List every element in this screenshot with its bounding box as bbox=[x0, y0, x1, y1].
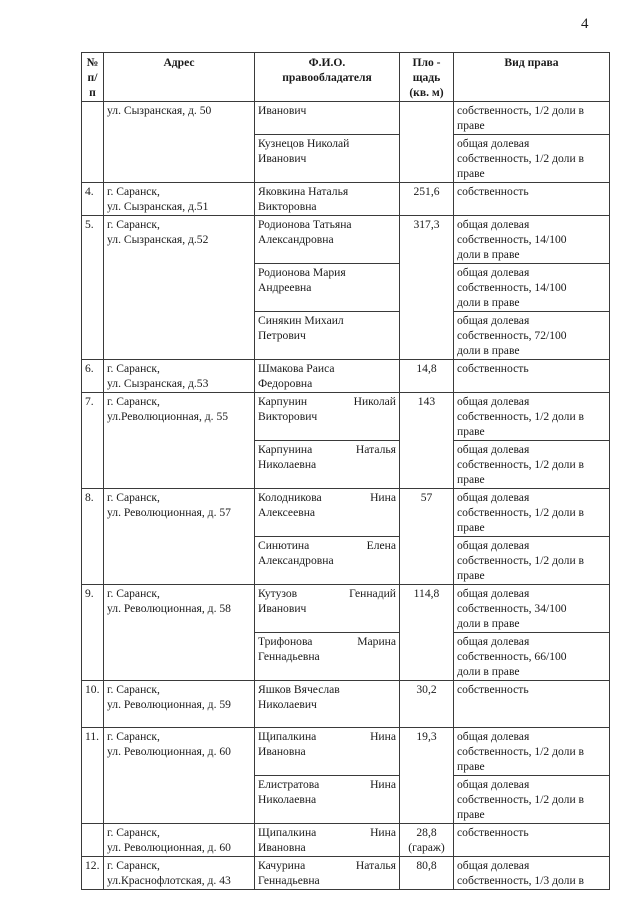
owner-cell bbox=[255, 489, 400, 537]
table-row bbox=[82, 360, 610, 393]
row-number: 8. bbox=[82, 489, 104, 585]
row-number: 7. bbox=[82, 393, 104, 489]
text-line: Иванович bbox=[258, 152, 307, 165]
area-cell: 14,8 bbox=[400, 360, 454, 393]
text-line bbox=[258, 858, 396, 873]
text-line bbox=[258, 409, 396, 424]
text-line: г. Саранск, bbox=[107, 185, 160, 198]
text-line: г. Саранск, bbox=[107, 683, 160, 696]
text-line: (гараж) bbox=[408, 841, 445, 854]
address-cell bbox=[104, 585, 255, 681]
text-line bbox=[258, 634, 396, 649]
text-line: собственность bbox=[457, 683, 529, 696]
owner-cell bbox=[255, 681, 400, 728]
address-cell bbox=[104, 824, 255, 857]
text-word: Елена bbox=[366, 539, 396, 552]
text-word: Алексеевна bbox=[258, 506, 316, 519]
text-line: собственность, 1/2 доли в bbox=[457, 554, 585, 567]
text-line: собственность bbox=[457, 362, 529, 375]
text-line: собственность, 1/2 доли в bbox=[457, 410, 585, 423]
text-word: Трифонова bbox=[258, 635, 313, 648]
text-line: собственность, 1/2 доли в bbox=[457, 104, 585, 117]
text-line: ул. Революционная, д. 60 bbox=[107, 745, 231, 758]
right-cell bbox=[454, 728, 610, 776]
table-row bbox=[82, 728, 610, 776]
text-word: Геннадьевна bbox=[258, 650, 320, 663]
text-line bbox=[258, 586, 396, 601]
owner-cell bbox=[255, 857, 400, 890]
text-word: Викторович bbox=[258, 410, 318, 423]
text-line: Пло - bbox=[412, 56, 441, 69]
text-line: п/ bbox=[87, 71, 98, 84]
text-line: праве bbox=[457, 473, 485, 486]
text-word: Марина bbox=[357, 635, 396, 648]
address-cell bbox=[104, 102, 255, 183]
text-line: общая долевая bbox=[457, 266, 530, 279]
owner-cell bbox=[255, 824, 400, 857]
text-line bbox=[258, 601, 396, 616]
text-word: Ивановна bbox=[258, 745, 306, 758]
text-word: Щипалкина bbox=[258, 730, 317, 743]
text-word: Нина bbox=[370, 491, 396, 504]
right-cell bbox=[454, 216, 610, 264]
text-word: Нина bbox=[370, 826, 396, 839]
text-line bbox=[258, 825, 396, 840]
right-cell bbox=[454, 489, 610, 537]
text-line: общая долевая bbox=[457, 539, 530, 552]
text-line bbox=[258, 457, 396, 472]
text-line: общая долевая bbox=[457, 587, 530, 600]
text-line: собственность, 1/3 доли в bbox=[457, 874, 585, 887]
address-cell bbox=[104, 489, 255, 585]
text-word: Наталья bbox=[355, 443, 396, 456]
table-row bbox=[82, 102, 610, 135]
text-word: Наталья bbox=[355, 859, 396, 872]
header-area bbox=[400, 53, 454, 102]
text-line: собственность, 1/2 доли в bbox=[457, 152, 585, 165]
text-line: праве bbox=[457, 569, 485, 582]
text-word: Николаевна bbox=[258, 458, 317, 471]
text-line: ул. Революционная, д. 60 bbox=[107, 841, 231, 854]
area-cell: 30,2 bbox=[400, 681, 454, 728]
owner-cell bbox=[255, 393, 400, 441]
text-line: собственность, 1/2 доли в bbox=[457, 793, 585, 806]
row-number bbox=[82, 824, 104, 857]
header-address: Адрес bbox=[104, 53, 255, 102]
text-line: собственность, 14/100 bbox=[457, 281, 567, 294]
right-cell bbox=[454, 183, 610, 216]
text-line: общая долевая bbox=[457, 218, 530, 231]
header-right-type: Вид права bbox=[454, 53, 610, 102]
text-line: г. Саранск, bbox=[107, 491, 160, 504]
text-line: № bbox=[86, 56, 99, 69]
text-line: Александровна bbox=[258, 233, 334, 246]
text-word: Геннадий bbox=[349, 587, 396, 600]
text-word: Кутузов bbox=[258, 587, 298, 600]
address-cell bbox=[104, 681, 255, 728]
owner-cell bbox=[255, 441, 400, 489]
text-line: г. Саранск, bbox=[107, 859, 160, 872]
text-word: Николай bbox=[353, 395, 396, 408]
owner-cell bbox=[255, 360, 400, 393]
right-cell bbox=[454, 681, 610, 728]
text-line: праве bbox=[457, 521, 485, 534]
text-line: Синякин Михаил bbox=[258, 314, 344, 327]
text-line: ул. Сызранская, д.51 bbox=[107, 200, 209, 213]
text-line: Кузнецов Николай bbox=[258, 137, 350, 150]
address-cell bbox=[104, 728, 255, 824]
text-line: Яшков Вячеслав bbox=[258, 683, 340, 696]
right-cell bbox=[454, 537, 610, 585]
text-line: ул. Сызранская, д.53 bbox=[107, 377, 209, 390]
text-line: ул. Сызранская, д. 50 bbox=[107, 104, 212, 117]
right-cell bbox=[454, 264, 610, 312]
owner-cell bbox=[255, 585, 400, 633]
text-word: Качурина bbox=[258, 859, 306, 872]
text-line: Андреевна bbox=[258, 281, 312, 294]
text-line: ул.Революционная, д. 55 bbox=[107, 410, 229, 423]
text-word: Карпунин bbox=[258, 395, 308, 408]
text-line: ул. Революционная, д. 59 bbox=[107, 698, 231, 711]
table-row bbox=[82, 393, 610, 441]
row-number: 4. bbox=[82, 183, 104, 216]
owner-cell bbox=[255, 776, 400, 824]
text-line bbox=[258, 649, 396, 664]
text-line: праве bbox=[457, 425, 485, 438]
text-line bbox=[258, 792, 396, 807]
row-number: 11. bbox=[82, 728, 104, 824]
text-word: Геннадьевна bbox=[258, 874, 320, 887]
text-line: собственность, 14/100 bbox=[457, 233, 567, 246]
text-line: общая долевая bbox=[457, 443, 530, 456]
text-word: Синютина bbox=[258, 539, 310, 552]
area-cell bbox=[400, 102, 454, 183]
row-number: 6. bbox=[82, 360, 104, 393]
address-cell bbox=[104, 183, 255, 216]
table-row bbox=[82, 216, 610, 264]
area-cell: 251,6 bbox=[400, 183, 454, 216]
text-line: щадь bbox=[412, 71, 441, 84]
text-line: собственность, 34/100 bbox=[457, 602, 567, 615]
area-cell: 57 bbox=[400, 489, 454, 585]
text-line bbox=[258, 394, 396, 409]
owner-cell bbox=[255, 216, 400, 264]
text-line: ул. Сызранская, д.52 bbox=[107, 233, 209, 246]
address-cell bbox=[104, 393, 255, 489]
text-line: г. Саранск, bbox=[107, 218, 160, 231]
text-line: общая долевая bbox=[457, 778, 530, 791]
row-number: 12. bbox=[82, 857, 104, 890]
text-line: общая долевая bbox=[457, 635, 530, 648]
text-line bbox=[258, 729, 396, 744]
table-row bbox=[82, 857, 610, 890]
text-word: Елистратова bbox=[258, 778, 320, 791]
text-line: собственность bbox=[457, 826, 529, 839]
text-line: г. Саранск, bbox=[107, 730, 160, 743]
text-line: правообладателя bbox=[282, 71, 372, 84]
text-line: Николаевич bbox=[258, 698, 317, 711]
row-number: 9. bbox=[82, 585, 104, 681]
text-line: собственность, 66/100 bbox=[457, 650, 567, 663]
text-line: 28,8 bbox=[416, 826, 437, 839]
text-line: общая долевая bbox=[457, 137, 530, 150]
owner-cell bbox=[255, 633, 400, 681]
right-cell bbox=[454, 857, 610, 890]
text-line: ул. Революционная, д. 58 bbox=[107, 602, 231, 615]
owner-cell bbox=[255, 102, 400, 135]
text-line: (кв. м) bbox=[409, 86, 444, 99]
text-word: Ивановна bbox=[258, 841, 306, 854]
text-word: Колодникова bbox=[258, 491, 322, 504]
text-line bbox=[258, 538, 396, 553]
right-cell bbox=[454, 824, 610, 857]
text-line: общая долевая bbox=[457, 395, 530, 408]
text-line: доли в праве bbox=[457, 665, 520, 678]
text-line: собственность, 1/2 доли в bbox=[457, 745, 585, 758]
table-row bbox=[82, 489, 610, 537]
text-line: Родионова Татьяна bbox=[258, 218, 352, 231]
text-line: общая долевая bbox=[457, 730, 530, 743]
area-cell: 114,8 bbox=[400, 585, 454, 681]
text-word: Нина bbox=[370, 778, 396, 791]
table-row bbox=[82, 183, 610, 216]
right-cell bbox=[454, 585, 610, 633]
owner-cell bbox=[255, 264, 400, 312]
text-line: общая долевая bbox=[457, 314, 530, 327]
text-line bbox=[258, 505, 396, 520]
owner-cell bbox=[255, 728, 400, 776]
text-line bbox=[258, 840, 396, 855]
text-line: г. Саранск, bbox=[107, 826, 160, 839]
row-number: 10. bbox=[82, 681, 104, 728]
owner-cell bbox=[255, 312, 400, 360]
text-line: собственность, 1/2 доли в bbox=[457, 506, 585, 519]
owner-cell bbox=[255, 135, 400, 183]
right-cell bbox=[454, 393, 610, 441]
address-cell bbox=[104, 360, 255, 393]
text-line: Викторовна bbox=[258, 200, 317, 213]
text-line: Иванович bbox=[258, 104, 307, 117]
text-line bbox=[258, 777, 396, 792]
owner-cell bbox=[255, 183, 400, 216]
right-cell bbox=[454, 776, 610, 824]
text-line: собственность, 1/2 доли в bbox=[457, 458, 585, 471]
text-line: общая долевая bbox=[457, 491, 530, 504]
header-owner bbox=[255, 53, 400, 102]
row-number bbox=[82, 102, 104, 183]
text-line: праве bbox=[457, 808, 485, 821]
right-cell bbox=[454, 135, 610, 183]
text-line: доли в праве bbox=[457, 617, 520, 630]
text-line bbox=[258, 744, 396, 759]
text-word: Нина bbox=[370, 730, 396, 743]
area-cell bbox=[400, 824, 454, 857]
area-cell: 80,8 bbox=[400, 857, 454, 890]
text-line bbox=[258, 442, 396, 457]
text-line: ул.Краснофлотская, д. 43 bbox=[107, 874, 231, 887]
text-line: праве bbox=[457, 760, 485, 773]
text-line: г. Саранск, bbox=[107, 395, 160, 408]
text-line: г. Саранск, bbox=[107, 587, 160, 600]
text-line: Родионова Мария bbox=[258, 266, 346, 279]
table-header-row bbox=[82, 53, 610, 102]
text-word: Иванович bbox=[258, 602, 307, 615]
header-number bbox=[82, 53, 104, 102]
area-cell: 143 bbox=[400, 393, 454, 489]
text-line: доли в праве bbox=[457, 248, 520, 261]
text-word: Карпунина bbox=[258, 443, 313, 456]
text-word: Александровна bbox=[258, 554, 334, 567]
right-cell bbox=[454, 360, 610, 393]
address-cell bbox=[104, 857, 255, 890]
text-line: Петрович bbox=[258, 329, 306, 342]
text-line: собственность, 72/100 bbox=[457, 329, 567, 342]
table-row bbox=[82, 681, 610, 728]
right-cell bbox=[454, 441, 610, 489]
text-line: праве bbox=[457, 167, 485, 180]
owner-cell bbox=[255, 537, 400, 585]
text-line: Шмакова Раиса bbox=[258, 362, 335, 375]
text-word: Николаевна bbox=[258, 793, 317, 806]
text-line: собственность bbox=[457, 185, 529, 198]
text-line: праве bbox=[457, 119, 485, 132]
text-line bbox=[258, 873, 396, 888]
text-line: ул. Революционная, д. 57 bbox=[107, 506, 231, 519]
text-line: г. Саранск, bbox=[107, 362, 160, 375]
text-line: общая долевая bbox=[457, 859, 530, 872]
text-line: доли в праве bbox=[457, 344, 520, 357]
property-rights-table bbox=[81, 52, 610, 890]
right-cell bbox=[454, 102, 610, 135]
text-line: Яковкина Наталья bbox=[258, 185, 349, 198]
text-word: Щипалкина bbox=[258, 826, 317, 839]
table-row bbox=[82, 585, 610, 633]
page-number: 4 bbox=[581, 16, 589, 32]
area-cell: 19,3 bbox=[400, 728, 454, 824]
text-line: п bbox=[89, 86, 96, 99]
address-cell bbox=[104, 216, 255, 360]
right-cell bbox=[454, 312, 610, 360]
text-line: Ф.И.О. bbox=[308, 56, 346, 69]
text-line bbox=[258, 553, 396, 568]
text-line: Федоровна bbox=[258, 377, 313, 390]
table-row bbox=[82, 824, 610, 857]
area-cell: 317,3 bbox=[400, 216, 454, 360]
text-line: доли в праве bbox=[457, 296, 520, 309]
row-number: 5. bbox=[82, 216, 104, 360]
text-line bbox=[258, 490, 396, 505]
right-cell bbox=[454, 633, 610, 681]
